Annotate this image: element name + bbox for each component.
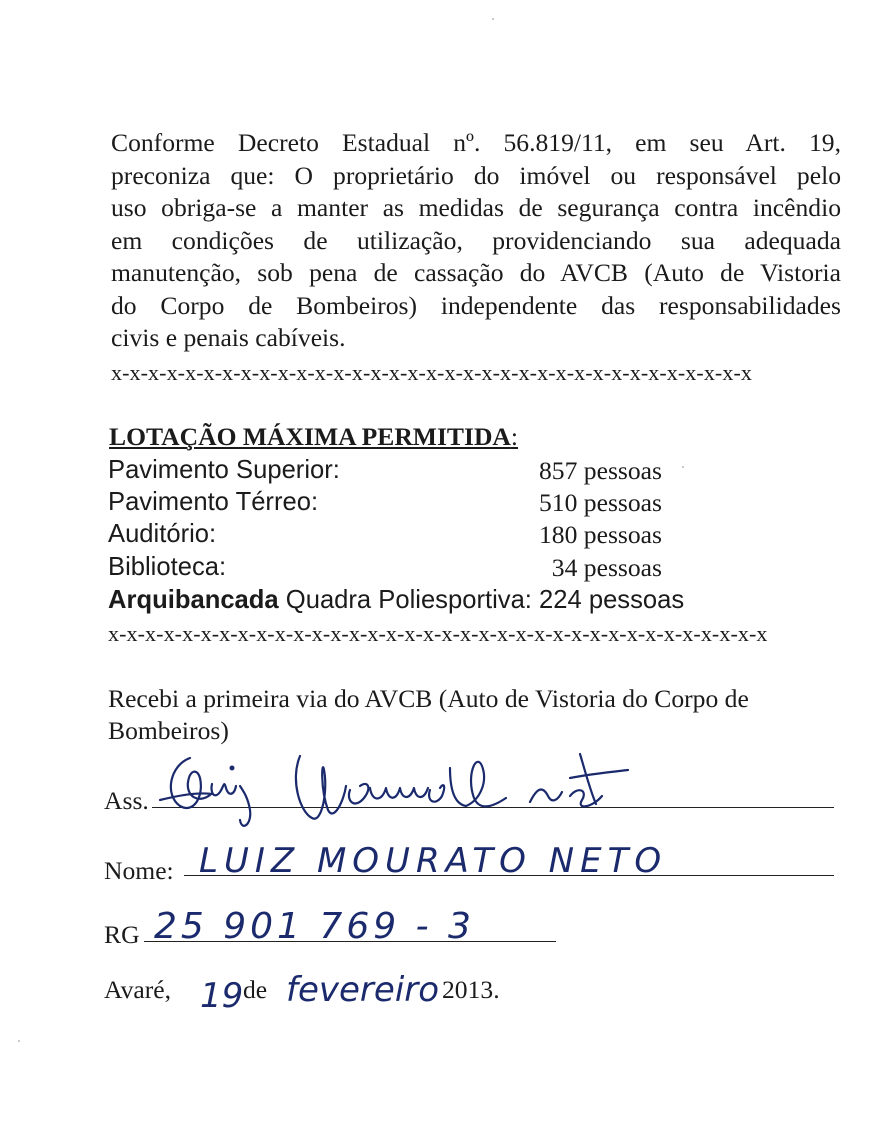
handwritten-day — [196, 969, 248, 1015]
bleachers-rest: Quadra Poliesportiva: 224 pessoas — [285, 586, 685, 614]
bleachers-bold-label: Arquibancada — [108, 586, 279, 614]
occupancy-label: Biblioteca: — [108, 553, 227, 581]
occupancy-value — [535, 488, 662, 518]
occupancy-heading-text: LOTAÇÃO MÁXIMA PERMITIDA — [109, 422, 511, 451]
decree-paragraph — [111, 127, 841, 355]
occupancy-unit: pessoas — [583, 553, 662, 582]
occupancy-count: 857 — [539, 456, 578, 485]
section-separator: x-x-x-x-x-x-x-x-x-x-x-x-x-x-x-x-x-x-x-x-x-x-x-x-x-x-x-x-x-x-x-x-x-x-x-x — [108, 621, 768, 646]
occupancy-value — [535, 456, 662, 486]
handwritten-signature — [150, 740, 640, 835]
date-de: de — [243, 975, 268, 1004]
rg-label: RG — [104, 920, 140, 949]
occupancy-heading-colon: : — [510, 422, 519, 451]
date-month: fevereiro — [286, 970, 440, 1010]
paragraph-line: uso obriga-se a manter as medidas de segurança contra incêndio — [111, 193, 841, 222]
date-line — [104, 965, 524, 1015]
occupancy-row — [108, 520, 668, 552]
name-value: LUIZ MOURATO NETO — [199, 841, 668, 881]
occupancy-unit: pessoas — [583, 488, 662, 517]
scan-speck — [682, 466, 684, 468]
date-day: 19 — [200, 976, 244, 1016]
occupancy-label: Pavimento Térreo: — [108, 488, 319, 516]
occupancy-value — [535, 553, 662, 583]
occupancy-unit: pessoas — [583, 456, 662, 485]
handwritten-rg — [150, 898, 480, 948]
occupancy-heading — [109, 422, 518, 452]
receipt-line: Bombeiros) — [108, 716, 229, 745]
paragraph-line: Conforme Decreto Estadual nº. 56.819/11, em seu Art. 19, — [111, 128, 841, 157]
handwritten-name — [195, 832, 705, 882]
occupancy-row — [108, 456, 668, 488]
receipt-statement — [108, 683, 843, 747]
paragraph-line: em condições de utilização, providenciando sua adequada — [111, 225, 841, 255]
scan-speck — [18, 1040, 20, 1042]
occupancy-row — [108, 553, 668, 585]
occupancy-count: 510 — [539, 488, 578, 517]
occupancy-value — [535, 520, 662, 550]
occupancy-row — [108, 488, 668, 520]
occupancy-count: 34 — [551, 553, 578, 582]
date-year: 2013. — [442, 975, 500, 1004]
occupancy-label: Pavimento Superior: — [108, 456, 340, 484]
scan-speck — [492, 18, 494, 20]
receipt-line: Recebi a primeira via do AVCB (Auto de Vistoria do Corpo de — [108, 684, 749, 713]
occupancy-label: Auditório: — [108, 520, 217, 548]
occupancy-unit: pessoas — [583, 520, 662, 549]
handwritten-month — [282, 957, 442, 1015]
name-label: Nome: — [104, 856, 174, 885]
paragraph-line: preconiza que: O proprietário do imóvel ou responsável pelo — [111, 160, 841, 190]
signature-label: Ass. — [104, 786, 149, 815]
section-separator: x-x-x-x-x-x-x-x-x-x-x-x-x-x-x-x-x-x-x-x-x-x-x-x-x-x-x-x-x-x-x-x-x-x-x — [111, 360, 752, 385]
occupancy-count: 180 — [539, 520, 578, 549]
paragraph-line: do Corpo de Bombeiros) independente das responsabilidades — [111, 290, 841, 320]
paragraph-line: civis e penais cabíveis. — [111, 323, 346, 352]
paragraph-line: manutenção, sob pena de cassação do AVCB (Auto de Vistoria — [111, 258, 841, 287]
bleachers-row — [108, 586, 684, 615]
rg-value: 25 901 769 - 3 — [154, 906, 475, 947]
date-city: Avaré, — [104, 975, 172, 1004]
